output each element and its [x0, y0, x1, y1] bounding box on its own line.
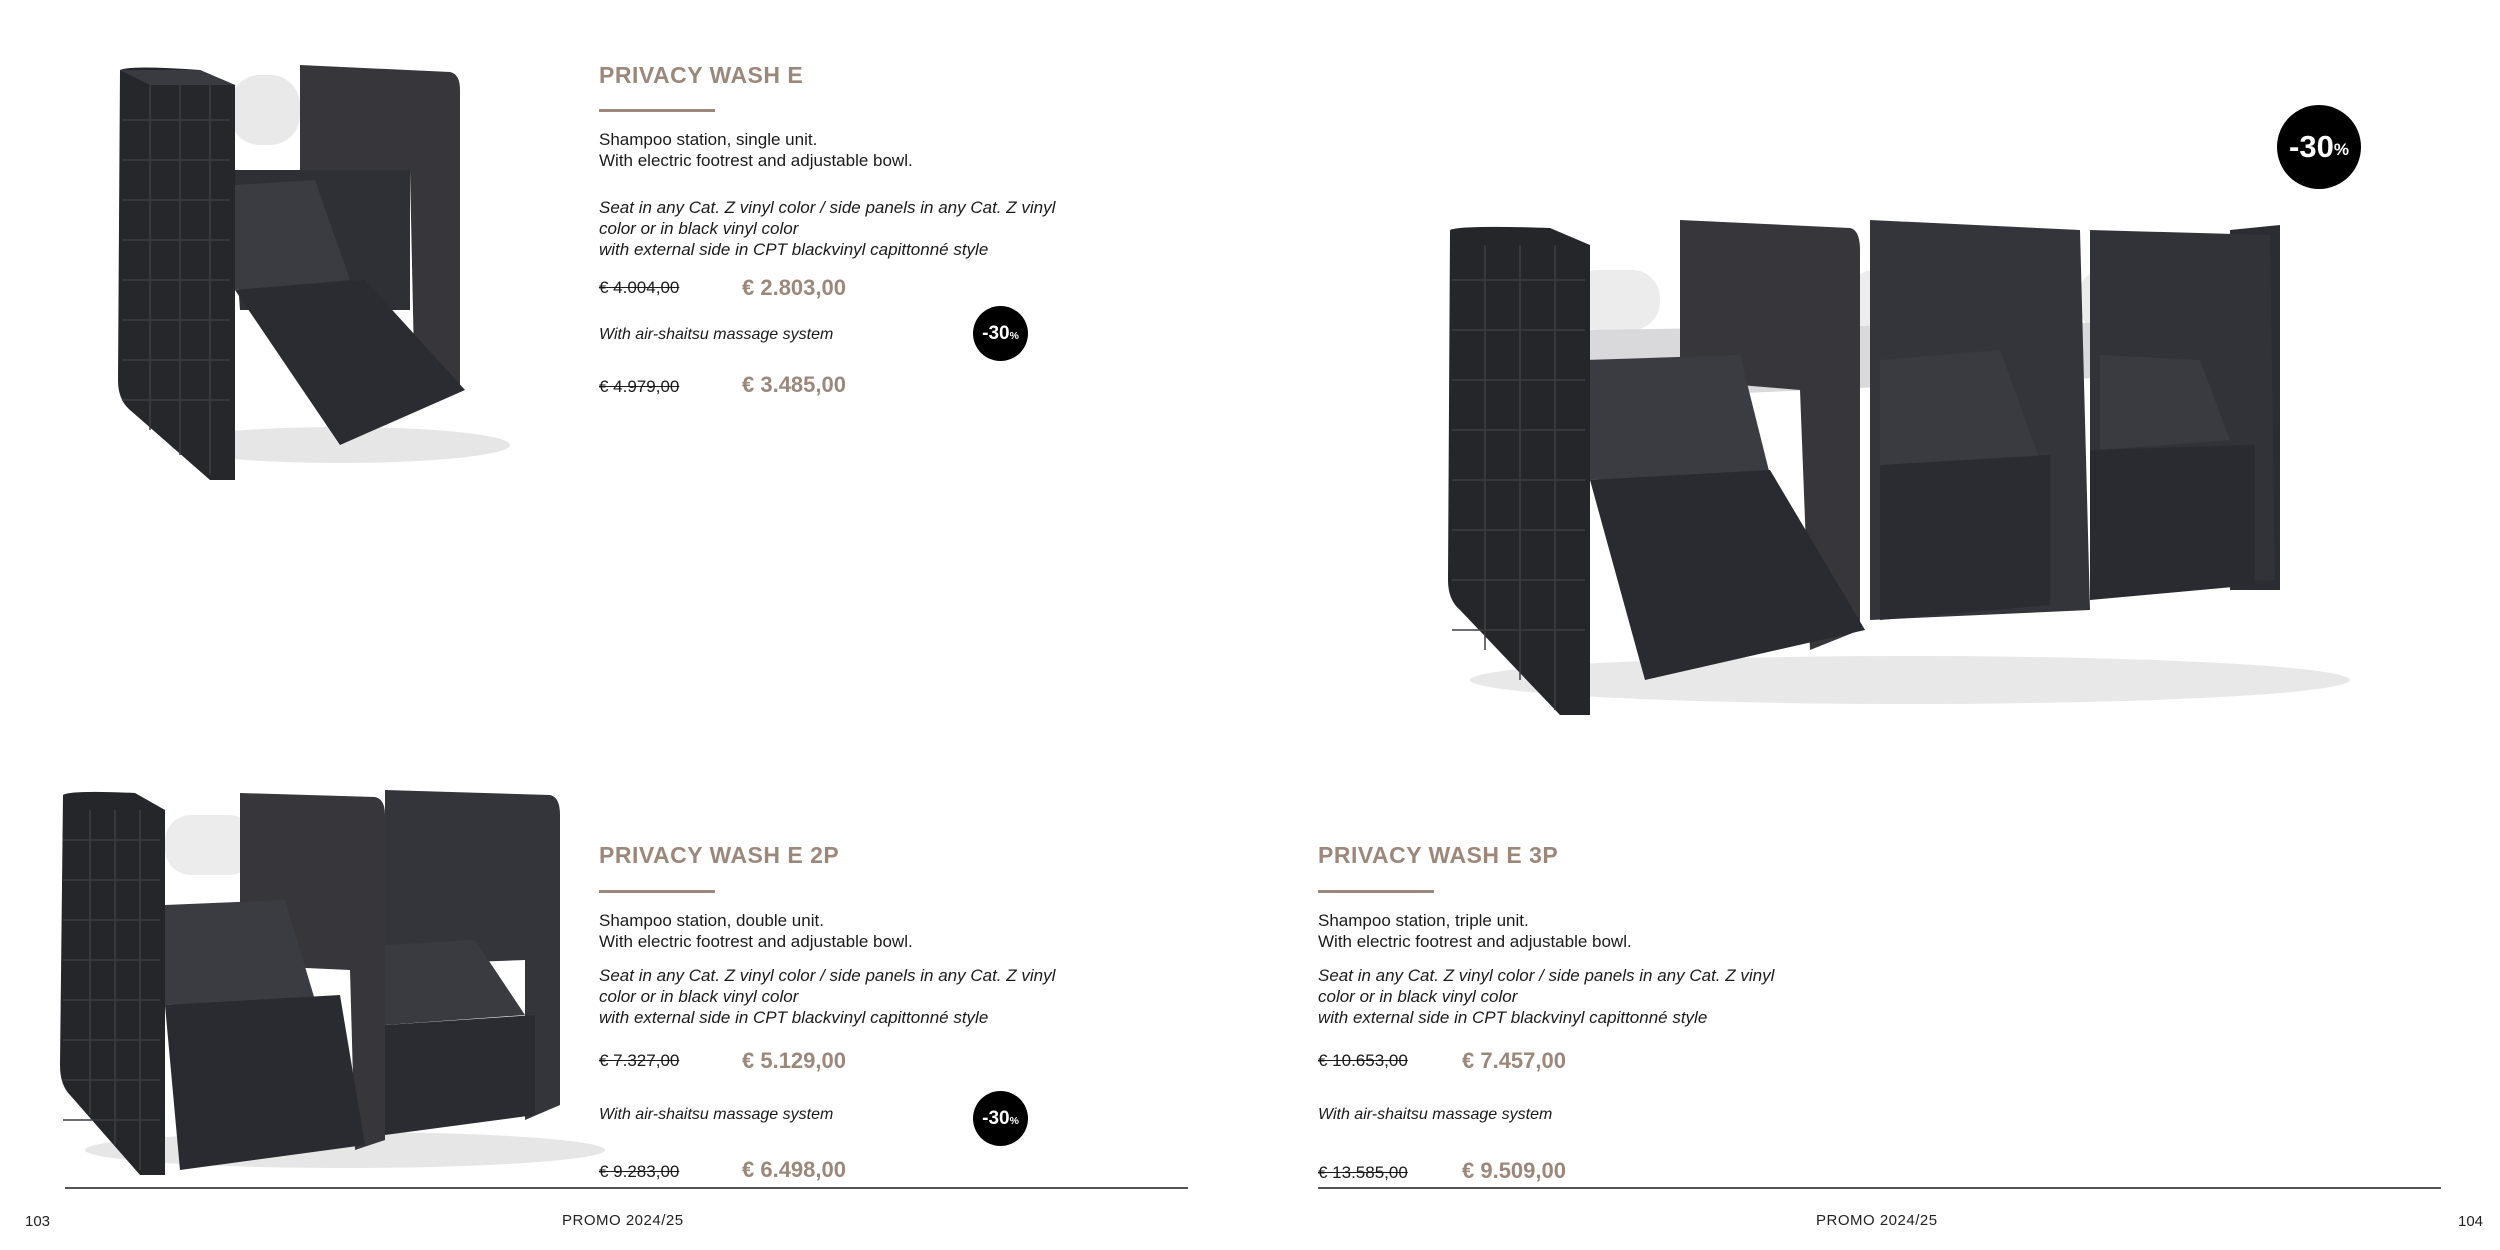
footer-label-left: PROMO 2024/25	[562, 1212, 684, 1229]
discount-badge	[973, 1091, 1028, 1146]
product-title: PRIVACY WASH E 3P	[1318, 842, 1559, 868]
product-spec-line: color or in black vinyl color	[599, 219, 799, 238]
discount-value: -30	[2289, 129, 2334, 164]
product-desc-line: With electric footrest and adjustable bowl.	[1318, 932, 1632, 951]
product-desc-line: Shampoo station, triple unit.	[1318, 911, 1529, 930]
old-price: € 7.327,00	[599, 1051, 680, 1070]
product-spec-line: with external side in CPT blackvinyl capittonné style	[599, 1008, 989, 1027]
old-price: € 4.004,00	[599, 278, 680, 297]
footer-label-right: PROMO 2024/25	[1816, 1212, 1938, 1229]
triple-shampoo-chair-icon	[1440, 210, 2340, 730]
massage-old-price: € 9.283,00	[599, 1162, 680, 1181]
massage-promo-price: € 9.509,00	[1462, 1158, 1566, 1183]
discount-unit: %	[2333, 140, 2349, 159]
product-title: PRIVACY WASH E 2P	[599, 842, 840, 868]
massage-option-label: With air-shaitsu massage system	[1318, 1106, 1553, 1123]
discount-unit: %	[1009, 331, 1019, 342]
page-number-right: 104	[2458, 1213, 2484, 1230]
massage-promo-price: € 3.485,00	[742, 372, 846, 397]
product-spec-line: Seat in any Cat. Z vinyl color / side panels in any Cat. Z vinyl	[1318, 966, 1775, 985]
footer-divider-right	[1318, 1187, 2441, 1189]
discount-badge	[973, 306, 1028, 361]
old-price: € 10.653,00	[1318, 1051, 1408, 1070]
product-spec-line: color or in black vinyl color	[599, 987, 799, 1006]
product-desc-line: With electric footrest and adjustable bowl.	[599, 151, 913, 170]
product-desc-line: Shampoo station, double unit.	[599, 911, 824, 930]
massage-promo-price: € 6.498,00	[742, 1157, 846, 1182]
single-shampoo-chair-icon	[110, 60, 530, 490]
product-title: PRIVACY WASH E	[599, 62, 804, 88]
discount-value: -30	[982, 1107, 1010, 1129]
massage-option-label: With air-shaitsu massage system	[599, 326, 834, 343]
title-rule	[599, 109, 715, 112]
title-rule	[599, 890, 715, 893]
footer-divider-left	[65, 1187, 1188, 1189]
large-discount-badge	[2277, 105, 2361, 189]
product-desc-line: With electric footrest and adjustable bowl.	[599, 932, 913, 951]
product-spec-line: Seat in any Cat. Z vinyl color / side panels in any Cat. Z vinyl	[599, 966, 1056, 985]
promo-price: € 2.803,00	[742, 275, 846, 300]
product-spec-line: with external side in CPT blackvinyl capittonné style	[1318, 1008, 1708, 1027]
product-desc-line: Shampoo station, single unit.	[599, 130, 818, 149]
discount-value: -30	[982, 322, 1010, 344]
promo-price: € 5.129,00	[742, 1048, 846, 1073]
promo-price: € 7.457,00	[1462, 1048, 1566, 1073]
massage-old-price: € 13.585,00	[1318, 1163, 1408, 1182]
title-rule	[1318, 890, 1434, 893]
page-number-left: 103	[25, 1213, 51, 1230]
product-spec-line: Seat in any Cat. Z vinyl color / side panels in any Cat. Z vinyl	[599, 198, 1056, 217]
product-spec-line: with external side in CPT blackvinyl capittonné style	[599, 240, 989, 259]
product-spec-line: color or in black vinyl color	[1318, 987, 1518, 1006]
double-shampoo-chair-icon	[55, 785, 615, 1180]
massage-option-label: With air-shaitsu massage system	[599, 1106, 834, 1123]
massage-old-price: € 4.979,00	[599, 377, 680, 396]
discount-unit: %	[1009, 1116, 1019, 1127]
